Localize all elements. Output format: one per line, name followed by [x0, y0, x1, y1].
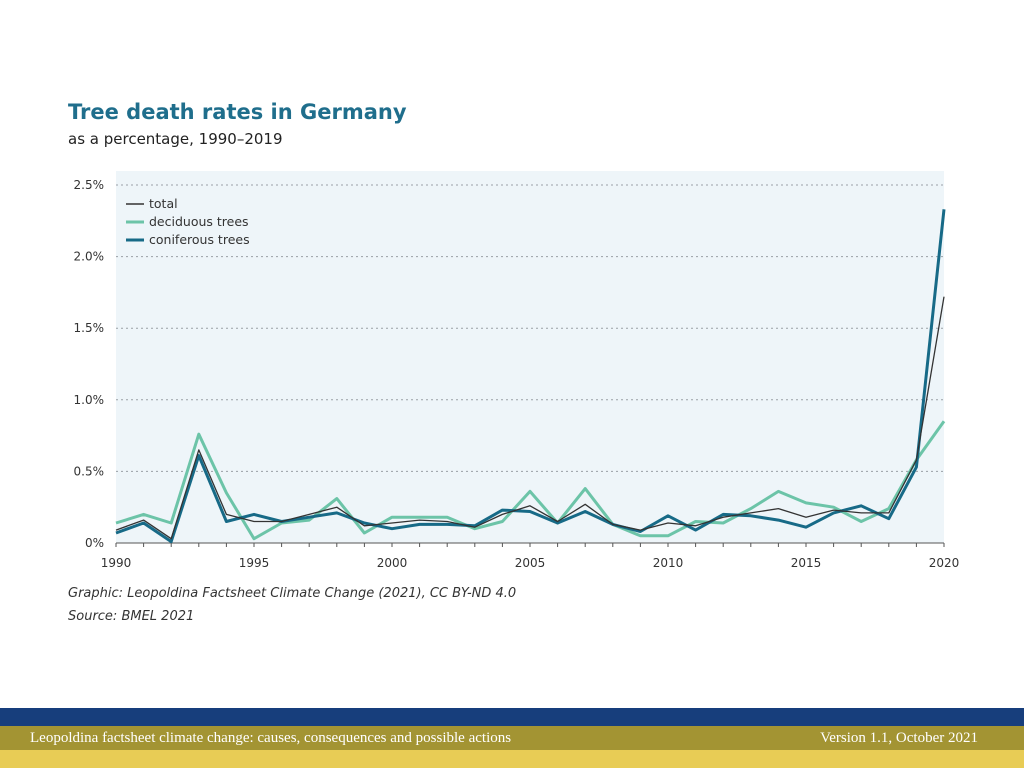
y-tick-label: 1.5%	[73, 321, 104, 336]
source-credit: Source: BMEL 2021	[68, 609, 195, 624]
legend-label: total	[149, 196, 178, 211]
legend-label: deciduous trees	[149, 214, 249, 229]
chart-title: Tree death rates in Germany	[68, 100, 407, 124]
footer-stripe-navy	[0, 708, 1024, 726]
x-tick-label: 2015	[790, 556, 822, 570]
footer-title: Leopoldina factsheet climate change: causes, consequences and possible actions	[30, 730, 512, 746]
y-tick-label: 2.5%	[73, 178, 104, 192]
x-tick-label: 2010	[652, 556, 684, 570]
x-tick-label: 2005	[514, 556, 546, 570]
chart-subtitle: as a percentage, 1990–2019	[68, 130, 283, 148]
legend-label: coniferous trees	[149, 232, 250, 247]
footer-stripe-gold	[0, 750, 1024, 768]
x-tick-label: 1995	[238, 556, 270, 570]
x-tick-label: 2000	[376, 556, 408, 570]
y-tick-label: 0.5%	[73, 464, 104, 479]
y-tick-label: 0%	[84, 536, 104, 550]
graphic-credit: Graphic: Leopoldina Factsheet Climate Change (2021), CC BY-ND 4.0	[68, 586, 517, 601]
x-tick-label: 1990	[100, 556, 132, 570]
footer-version: Version 1.1, October 2021	[820, 730, 978, 746]
y-tick-label: 2.0%	[73, 249, 104, 264]
y-tick-label: 1.0%	[73, 392, 104, 407]
x-tick-label: 2020	[928, 556, 960, 570]
